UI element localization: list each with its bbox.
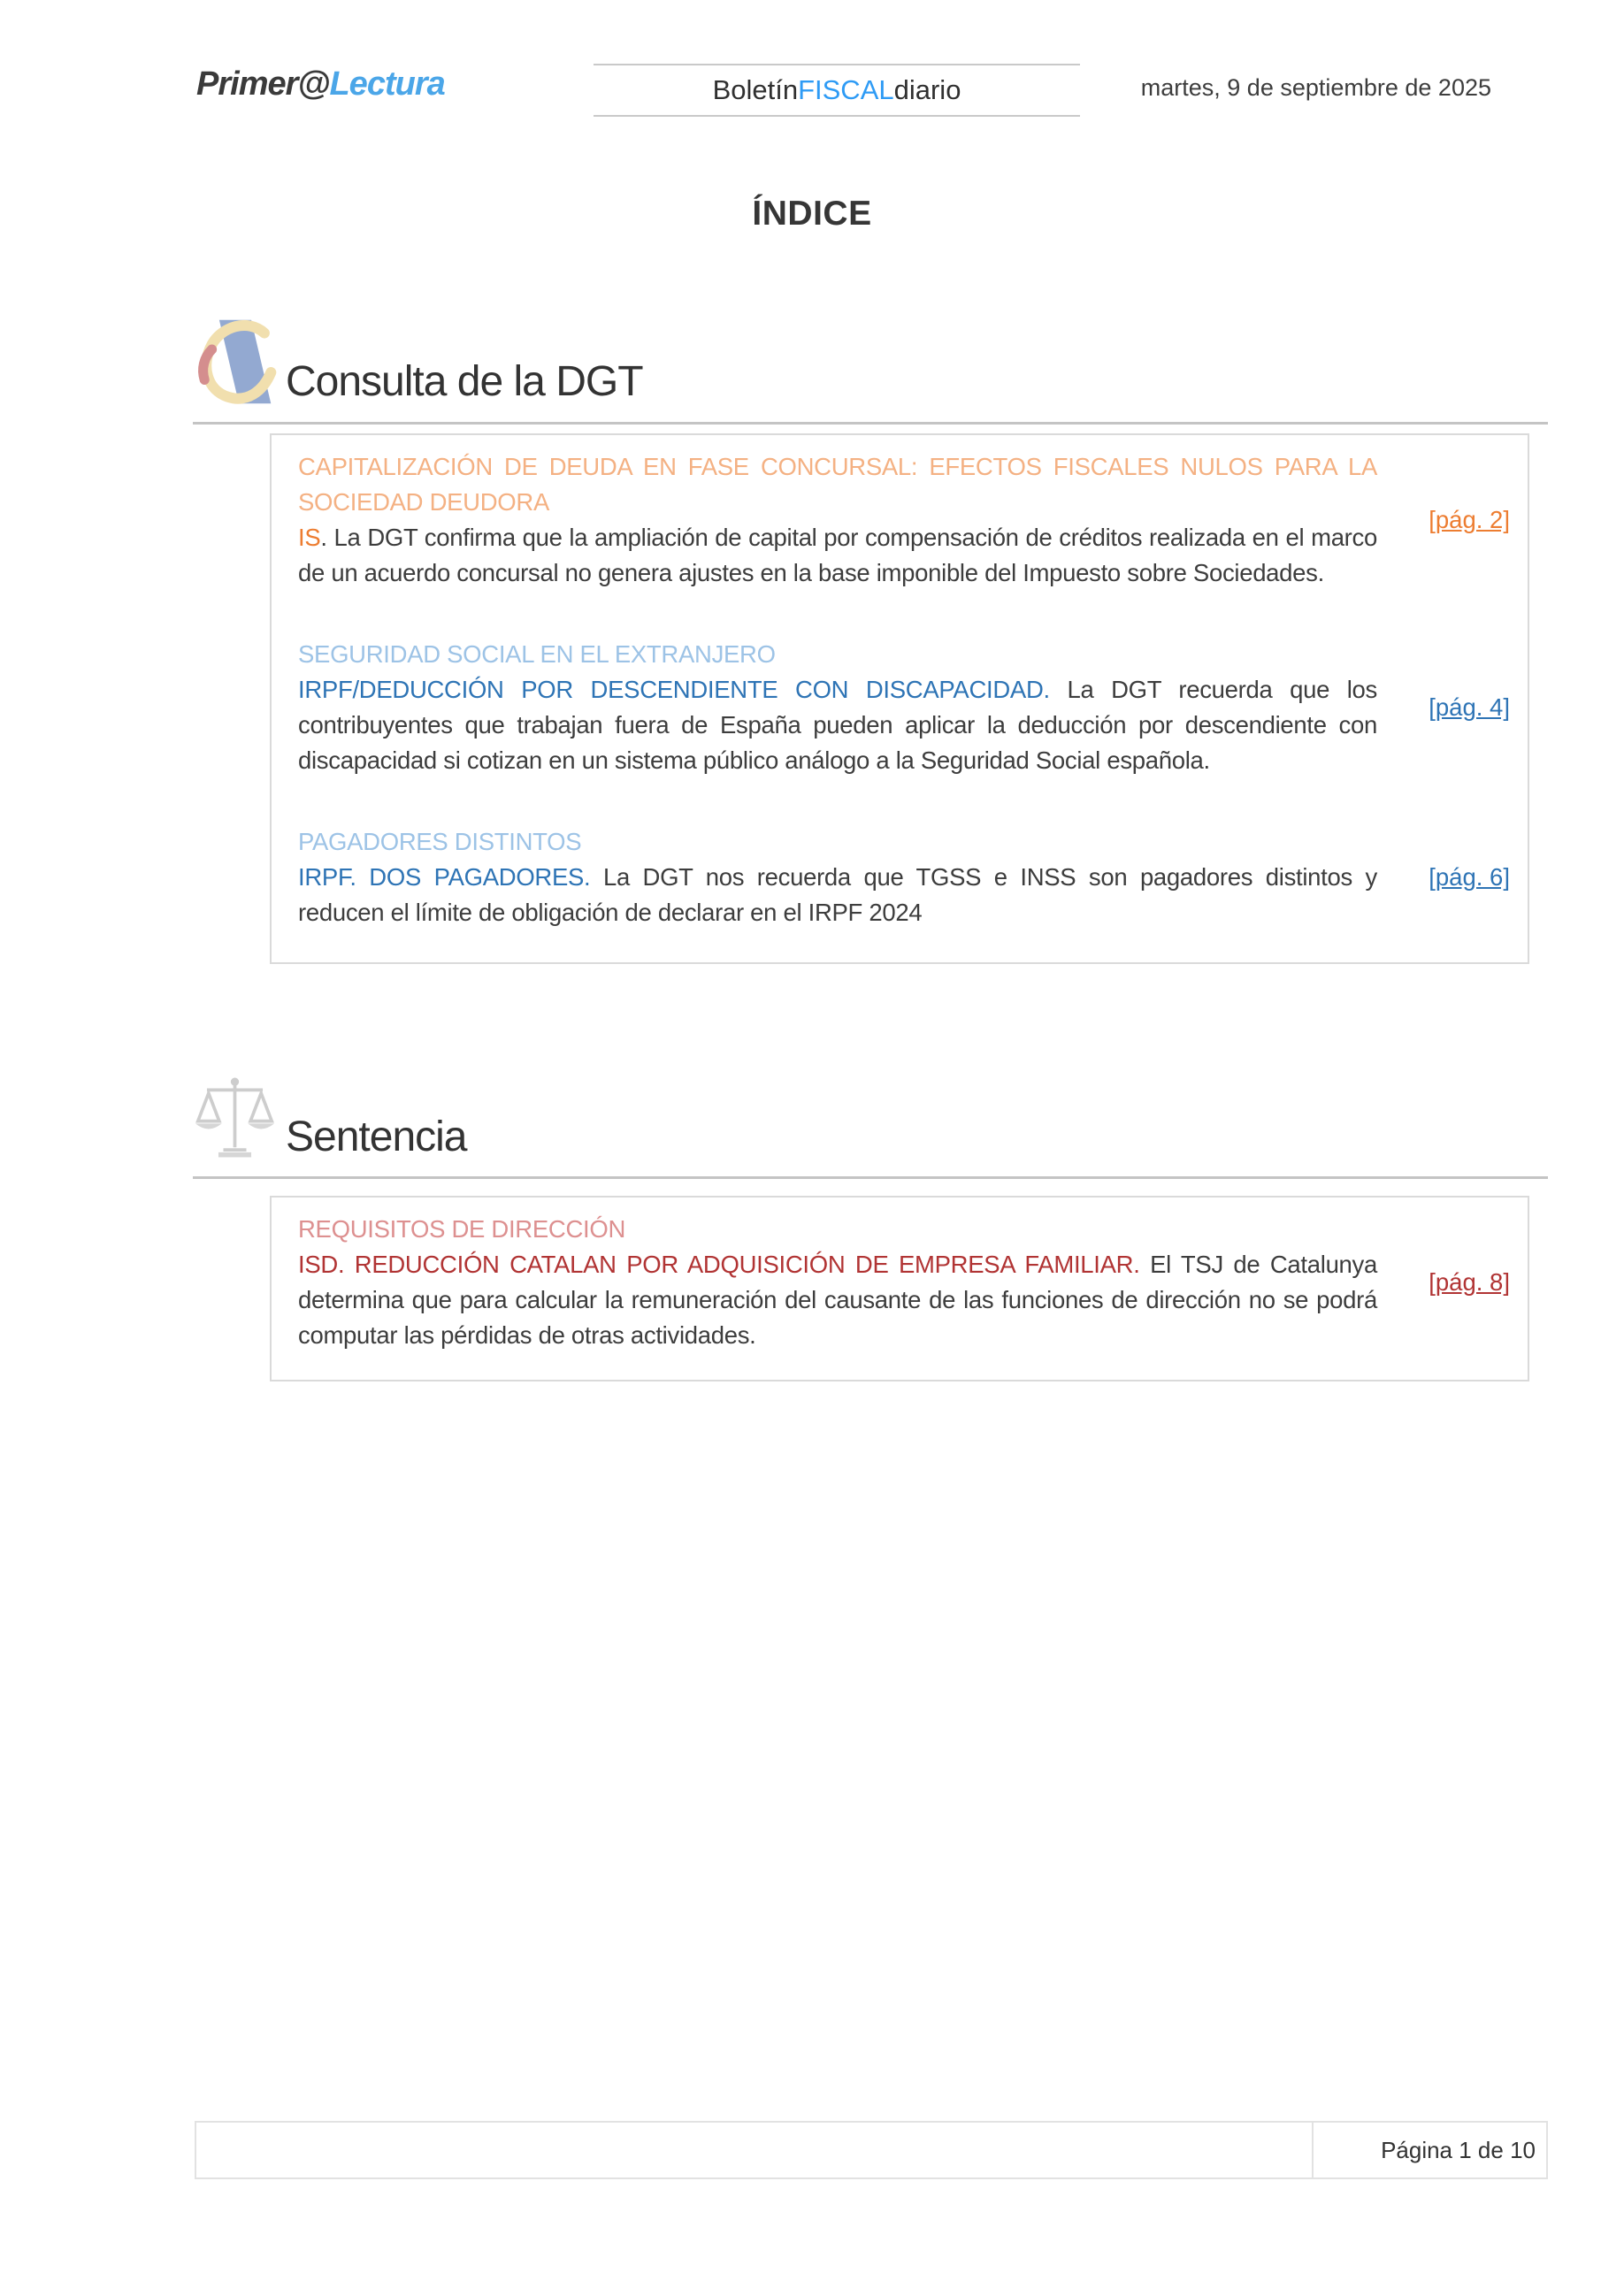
bulletin-title-post: diario	[893, 74, 961, 105]
consulta-dgt-items-box	[270, 433, 1529, 964]
toc-item-pagadores-distintos	[298, 824, 1510, 930]
item-lead: IRPF/DEDUCCIÓN POR DESCENDIENTE CON DISCAPACIDAD.	[298, 676, 1050, 703]
item-body-text: . La DGT confirma que la ampliación de capital por compensación de créditos realizada en el marco de un acuerdo concursal no genera ajustes en la base imponible del Impuesto sobre Sociedades.	[298, 524, 1377, 586]
item-kicker: PAGADORES DISTINTOS	[298, 828, 582, 855]
section-title-consulta-dgt: Consulta de la DGT	[286, 358, 643, 405]
logo-text-blue: Lectura	[329, 65, 445, 103]
page-link[interactable]: [pág. 6]	[1429, 863, 1510, 891]
section-title-sentencia: Sentencia	[286, 1114, 467, 1160]
item-lead: IS	[298, 524, 321, 551]
section-rule	[193, 422, 1548, 425]
page-link[interactable]: [pág. 8]	[1429, 1268, 1510, 1296]
bulletin-title-fiscal: FISCAL	[798, 74, 894, 105]
primera-lectura-logo	[196, 65, 445, 103]
logo-text-dark: Primer@	[196, 65, 330, 103]
item-lead: IRPF. DOS PAGADORES.	[298, 863, 591, 891]
footer	[195, 2121, 1548, 2179]
toc-item-seguridad-social-extranjero	[298, 637, 1510, 778]
section-rule	[193, 1176, 1548, 1179]
scales-of-justice-icon	[193, 1072, 277, 1162]
item-lead: ISD. REDUCCIÓN CATALAN POR ADQUISICIÓN DE EMPRESA FAMILIAR.	[298, 1251, 1140, 1278]
footer-empty-cell	[196, 2123, 1314, 2177]
item-body-text: La DGT recuerda que los contribuyentes que trabajan fuera de España pueden aplicar la deducción por descendiente con discapacidad si cotizan en un sistema público análogo a la Seguridad Social española.	[298, 676, 1377, 774]
bulletin-title	[594, 64, 1080, 117]
index-title: ÍNDICE	[752, 195, 872, 233]
page-link[interactable]: [pág. 2]	[1429, 506, 1510, 533]
aeat-logo-icon	[193, 317, 277, 407]
page-indicator: Página 1 de 10	[1381, 2136, 1536, 2163]
toc-item-capitalizacion-deuda	[298, 449, 1510, 591]
bulletin-title-pre: Boletín	[712, 74, 799, 105]
item-kicker: REQUISITOS DE DIRECCIÓN	[298, 1215, 626, 1243]
page-link[interactable]: [pág. 4]	[1429, 693, 1510, 721]
sentencia-items-box	[270, 1196, 1529, 1381]
toc-item-requisitos-direccion	[298, 1212, 1510, 1353]
item-body-text: La DGT nos recuerda que TGSS e INSS son pagadores distintos y reducen el límite de obligación de declarar en el IRPF 2024	[298, 863, 1377, 926]
section-header-sentencia	[193, 1072, 467, 1162]
section-header-consulta-dgt	[193, 317, 643, 407]
item-kicker: CAPITALIZACIÓN DE DEUDA EN FASE CONCURSAL: EFECTOS FISCALES NULOS PARA LA SOCIEDAD DEUDORA	[298, 453, 1377, 516]
date-label: martes, 9 de septiembre de 2025	[1140, 74, 1491, 101]
item-body-text: El TSJ de Catalunya determina que para calcular la remuneración del causante de las funciones de dirección no se podrá computar las pérdidas de otras actividades.	[298, 1251, 1377, 1349]
item-kicker: SEGURIDAD SOCIAL EN EL EXTRANJERO	[298, 640, 776, 668]
